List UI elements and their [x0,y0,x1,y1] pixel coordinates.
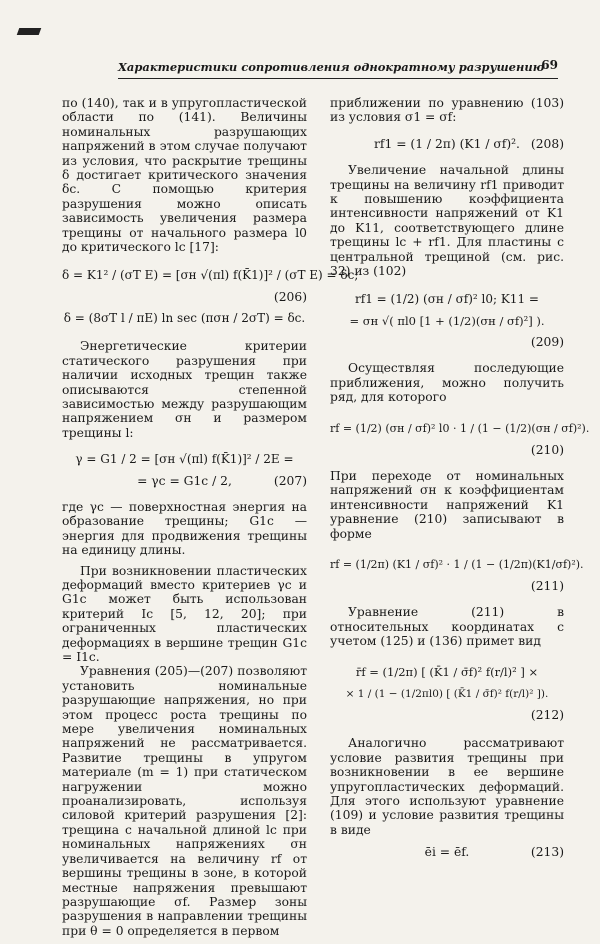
equation-208 [330,137,564,151]
equation-text: γ = G1 / 2 = [σн √(πl) f(K̄1)]² / 2E = [75,452,294,467]
equation-text: rf1 = (1 / 2π) (K1 / σf)². [374,136,520,151]
paragraph: Уравнение (211) в относительных координатах с учетом (125) и (136) примет вид [330,605,564,649]
equation-number: (212) [530,708,564,723]
equation-210-number-row [330,443,564,457]
equation-number: (213) [530,845,564,860]
equation-number: (206) [273,289,307,304]
equation-212 [330,665,564,679]
equation-text: ēi = ēf. [424,845,470,860]
paragraph: Энергетические критерии статического разрушения при наличии исходных трещин также описываются степенной зависимостью между разрушающим напряжением σн и размером трещины l: [62,339,307,440]
equation-number: (207) [273,473,307,488]
corner-print-mark [17,28,42,35]
equation-209-line2 [330,314,564,328]
equation-212-number-row [330,708,564,722]
equation-text: δ = K1² / (σT E) = [σн √(πl) f(K̄1)]² / (σT E) = δc; [62,268,359,283]
paragraph: Уравнения (205)—(207) позволяют установить номинальные разрушающие напряжения, но при этом процесс роста трещины по мере увеличения номинальных напряжений не рассматривается. Развитие трещины в упругом материале (m = 1) при статическом нагружении можно проанализировать, используя силовой критерий разрушения [2]: трещина с начальной длиной lc при номинальных напряжениях σн увеличивается на величину rf от вершины трещины в зоне, в которой местные напряжения превышают разрушающие σf. Размер зоны разрушения в направлении трещины при θ = 0 определяется в первом [62,664,307,938]
running-header [118,60,558,79]
paragraph: приближении по уравнению (103) из условия σ1 = σf: [330,96,564,125]
paragraph: Аналогично рассматривают условие развития трещины при возникновении в ее вершине упругопластических деформаций. Для этого используют уравнение (109) и условие развития трещины в виде [330,736,564,837]
equation-211 [330,557,584,572]
equation-209-number-row [330,335,564,349]
equation-number: (208) [530,136,564,151]
equation-text: r̄f = (1/2π) [ (K̄1 / σ̄f)² f(r/l)² ] × [355,664,539,679]
paragraph: При возникновении пластических деформаций вместо критериев γc и G1c может быть использован критерий Ic [5, 12, 20]; при ограниченных пластических деформациях в вершине трещин G1c = I1c. [62,563,307,664]
page-number: 69 [541,58,558,72]
equation-text: rf = (1/2) (σн / σf)² l0 · 1 / (1 − (1/2)(σн / σf)²). [330,421,590,435]
paragraph: где γc — поверхностная энергия на образование трещины; G1c — энергия для продвижения трещины на единицу длины. [62,499,307,558]
equation-209 [330,292,564,306]
equation-210 [330,421,590,436]
equation-text: × 1 / (1 − (1/2πl0) [ (K̄1 / σ̄f)² f(r/l)² ]). [345,687,549,700]
equation-211-number-row [330,579,564,593]
right-column [330,96,590,867]
equation-text: = σн √( πl0 [1 + (1/2)(σн / σf)²] ). [349,313,545,328]
equation-212-line2 [330,686,564,701]
equation-text: = γc = G1c / 2, [137,473,232,488]
equation-text: rf = (1/2π) (K1 / σf)² · 1 / (1 − (1/2π)(K1/σf)²). [330,557,584,571]
equation-207-line2 [62,474,307,488]
equation-number: (211) [530,579,564,594]
equation-206-number-row [62,290,307,304]
equation-206-line2 [62,311,307,325]
paragraph: Осуществляя последующие приближения, можно получить ряд, для которого [330,361,564,405]
equation-213 [330,845,564,859]
paragraph: Увеличение начальной длины трещины на величину rf1 приводит к повышению коэффициента интенсивности напряжений от K1 до K11, соответствующего длине трещины lc + rf1. Для пластины с центральной трещиной (см. рис. 32) из (102) [330,163,564,279]
paragraph: по (140), так и в упругопластической области по (141). Величины номинальных разрушающих напряжений в этом случае получают из условия, что раскрытие трещины δ достигает критического значения δc. С помощью критерия разрушения можно описать зависимость увеличения размера трещины от начального размера l0 до критического lc [17]: [62,96,307,255]
equation-number: (209) [530,335,564,350]
equation-text: δ = (8σT l / πE) ln sec (πσн / 2σT) = δc. [63,310,306,325]
equation-206 [62,268,359,283]
equation-207 [62,452,307,466]
paragraph: При переходе от номинальных напряжений σн к коэффициентам интенсивности напряжений K1 уравнение (210) записывают в форме [330,468,564,541]
left-column [62,96,359,938]
equation-number: (210) [530,442,564,457]
equation-text: rf1 = (1/2) (σн / σf)² l0; K11 = [355,292,539,307]
running-title: Характеристики сопротивления однократному разрушению [118,60,545,74]
